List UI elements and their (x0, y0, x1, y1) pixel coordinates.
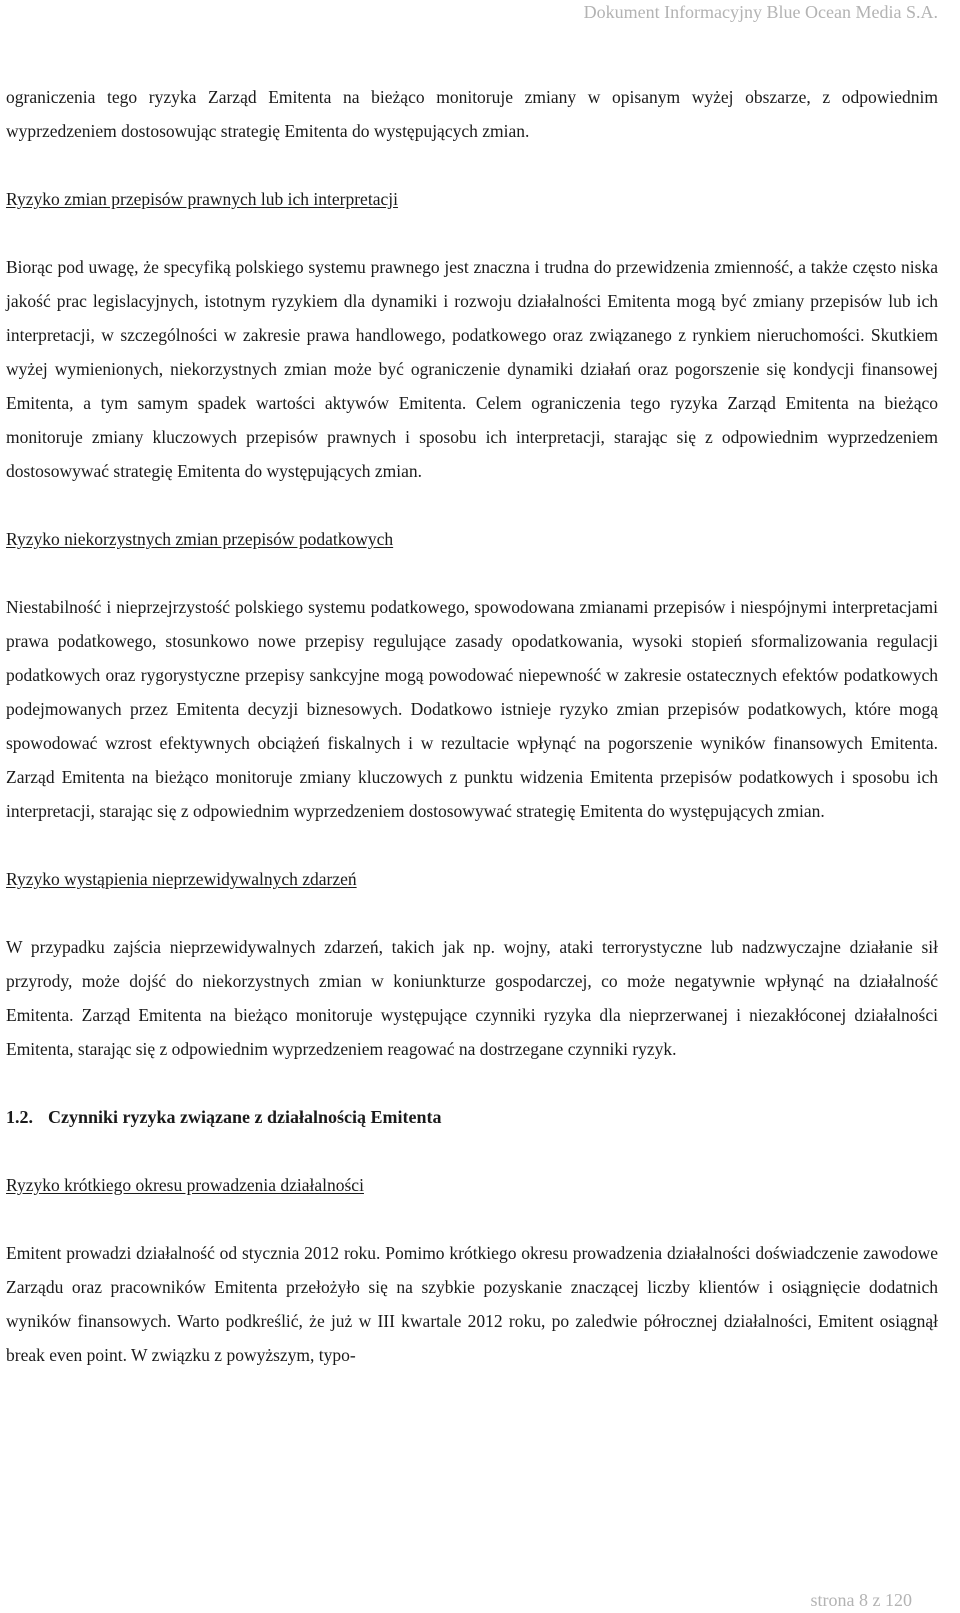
document-body (6, 80, 938, 1372)
page-number: strona 8 z 120 (810, 1590, 912, 1610)
section-number: 1.2. (6, 1107, 33, 1127)
heading-short-history-risk: Ryzyko krótkiego okresu prowadzenia działalności (6, 1175, 364, 1195)
heading-legal-risk: Ryzyko zmian przepisów prawnych lub ich interpretacji (6, 189, 398, 209)
paragraph-events-risk: W przypadku zajścia nieprzewidywalnych zdarzeń, takich jak np. wojny, ataki terrorystyczne lub nadzwyczajne działanie sił przyrody, może dojść do niekorzystnych zmian w koniunkturze gospodarczej, co może negatywnie wpłynąć na działalność Emitenta. Zarząd Emitenta na bieżąco monitoruje występujące czynniki ryzyka dla nieprzerwanej i niezakłóconej działalności Emitenta, starając się z odpowiednim wyprzedzeniem reagować na dostrzegane czynniki ryzyk. (6, 937, 938, 1059)
paragraph-short-history-risk: Emitent prowadzi działalność od stycznia 2012 roku. Pomimo krótkiego okresu prowadzenia działalności doświadczenie zawodowe Zarządu oraz pracowników Emitenta przełożyło się na szybkie pozyskanie znaczącej liczby klientów i osiągnięcie dodatnich wyników finansowych. Warto podkreślić, że już w III kwartale 2012 roku, po zaledwie półrocznej działalności, Emitent osiągnął break even point. W związku z powyższym, typo- (6, 1243, 938, 1365)
heading-tax-risk: Ryzyko niekorzystnych zmian przepisów podatkowych (6, 529, 394, 549)
running-header: Dokument Informacyjny Blue Ocean Media S.A. (583, 2, 938, 22)
section-title: Czynniki ryzyka związane z działalnością Emitenta (48, 1107, 442, 1127)
section-heading-1-2 (6, 1100, 938, 1134)
paragraph-legal-risk: Biorąc pod uwagę, że specyfiką polskiego systemu prawnego jest znaczna i trudna do przewidzenia zmienność, a także często niska jakość prac legislacyjnych, istotnym ryzykiem dla dynamiki i rozwoju działalności Emitenta mogą być zmiany przepisów lub ich interpretacji, w szczególności w zakresie prawa handlowego, podatkowego oraz związanego z rynkiem nieruchomości. Skutkiem wyżej wymienionych, niekorzystnych zmian może być ograniczenie dynamiki działań oraz pogorszenie się kondycji finansowej Emitenta, a tym samym spadek wartości aktywów Emitenta. Celem ograniczenia tego ryzyka Zarząd Emitenta na bieżąco monitoruje zmiany kluczowych przepisów prawnych i sposobu ich interpretacji, starając się z odpowiednim wyprzedzeniem dostosowywać strategię Emitenta do występujących zmian. (6, 257, 938, 481)
intro-paragraph: ograniczenia tego ryzyka Zarząd Emitenta na bieżąco monitoruje zmiany w opisanym wyżej obszarze, z odpowiednim wyprzedzeniem dostosowując strategię Emitenta do występujących zmian. (6, 87, 938, 141)
paragraph-tax-risk: Niestabilność i nieprzejrzystość polskiego systemu podatkowego, spowodowana zmianami przepisów i niespójnymi interpretacjami prawa podatkowego, stosunkowo nowe przepisy regulujące zasady opodatkowania, wysoki stopień sformalizowania regulacji podatkowych oraz rygorystyczne przepisy sankcyjne mogą powodować niepewność w zakresie ostatecznych efektów podatkowych podejmowanych przez Emitenta decyzji biznesowych. Dodatkowo istnieje ryzyko zmian przepisów podatkowych, które mogą spowodować wzrost efektywnych obciążeń fiskalnych i w rezultacie wpłynąć na pogorszenie wyników finansowych Emitenta. Zarząd Emitenta na bieżąco monitoruje zmiany kluczowych z punktu widzenia Emitenta przepisów podatkowych i sposobu ich interpretacji, starając się z odpowiednim wyprzedzeniem dostosowywać strategię Emitenta do występujących zmian. (6, 597, 938, 821)
heading-events-risk: Ryzyko wystąpienia nieprzewidywalnych zdarzeń (6, 869, 357, 889)
